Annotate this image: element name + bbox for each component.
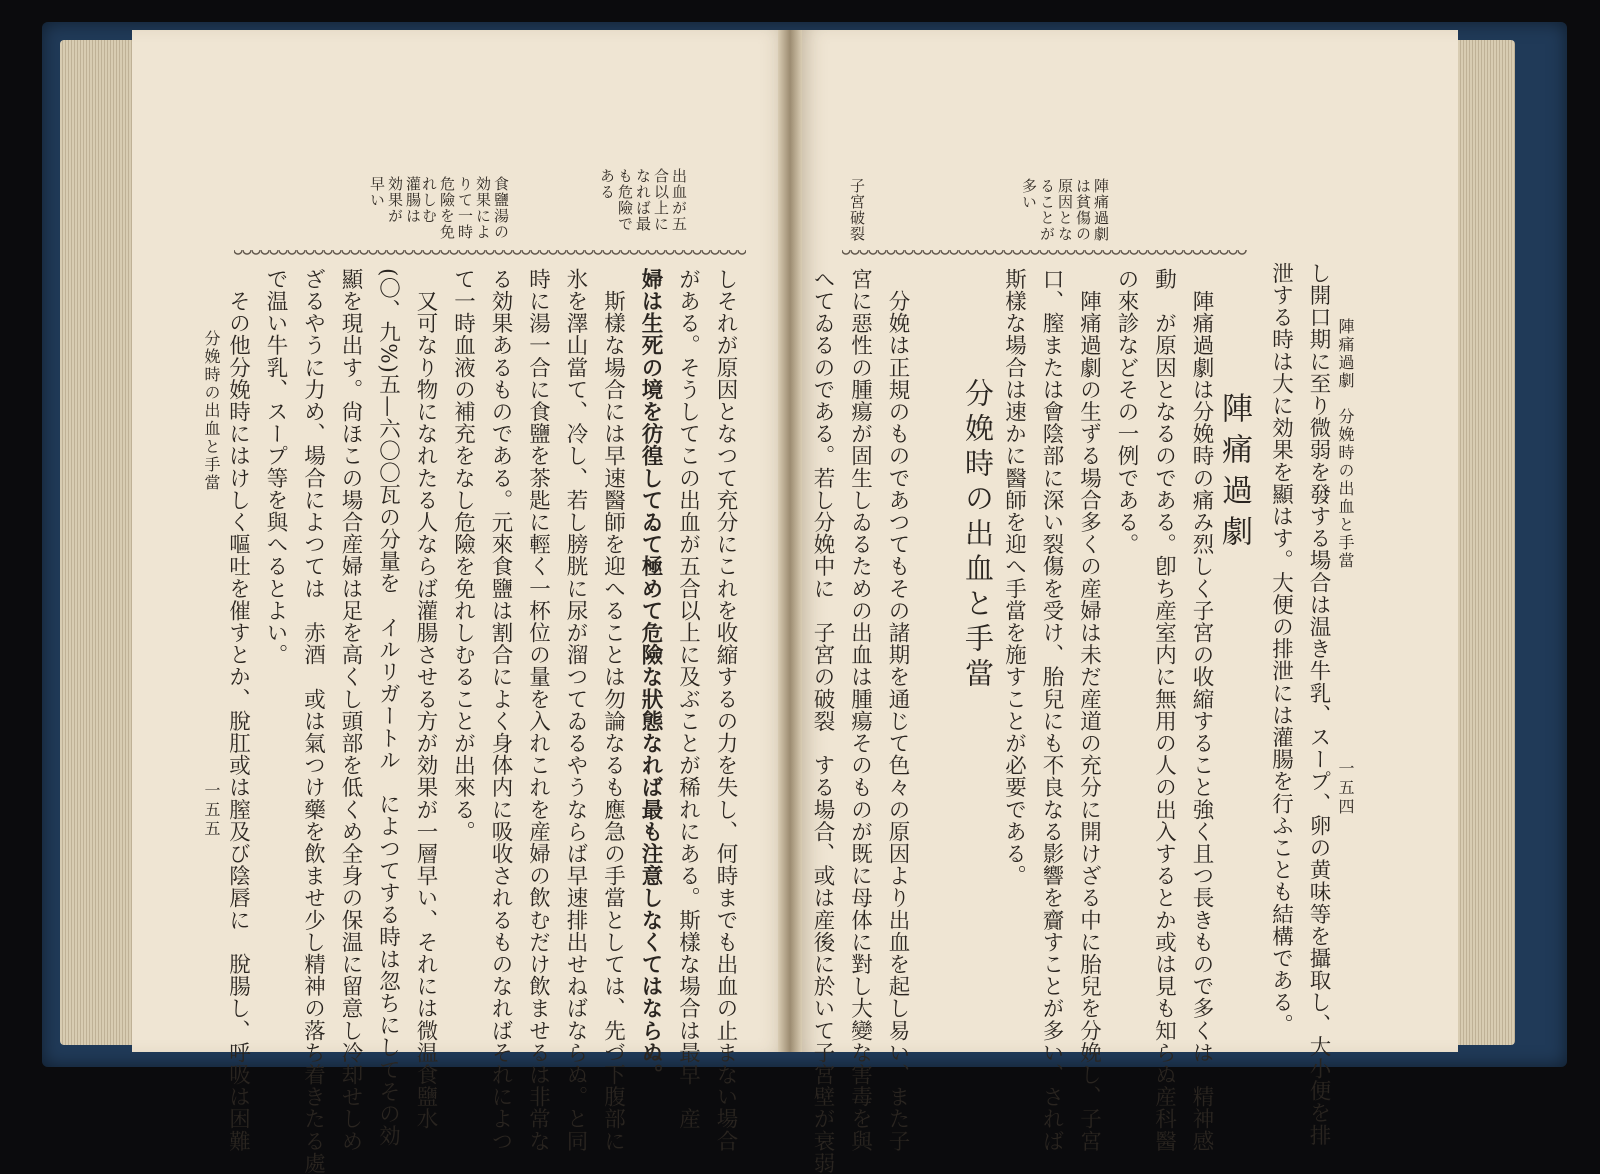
section-heading-bleeding: 分娩時の出血と手當 bbox=[961, 378, 995, 693]
body-line: 宮に惡性の腫瘍が固生しゐるための出血は腫瘍そのものが既に母体に對し大變な害毒を與 bbox=[847, 268, 873, 1152]
right-running-header: 陣痛過劇 分娩時の出血と手當 bbox=[1336, 318, 1355, 570]
body-line: がある。そうしてこの出血が五合以上に及ぶことが稀れにある。斯樣な場合は最早 産 bbox=[675, 268, 701, 1130]
right-note-1: 陣痛過劇は貧傷の原因となることが多い bbox=[1020, 178, 1110, 242]
left-note-1: 出血が五合以上になれば最も危險である bbox=[598, 168, 688, 232]
book-gutter bbox=[778, 30, 802, 1052]
left-page-number: 一五五 bbox=[202, 782, 221, 839]
right-note-2: 子宮破裂 bbox=[848, 178, 866, 242]
right-body-bottom bbox=[804, 268, 917, 1174]
body-line: 分娩は正規のものであつてもその諸期を通じて色々の原因より出血を起し易い、また子 bbox=[885, 268, 910, 1152]
left-note-divider bbox=[234, 250, 746, 258]
body-line: 泄する時は大に効果を顯はす。大便の排泄には灌腸を行ふことも結構である。 bbox=[1268, 262, 1294, 1036]
right-body-top bbox=[1262, 262, 1337, 1146]
body-line: の來診などその一例である。 bbox=[1114, 268, 1139, 556]
body-line: 口、膣または會陰部に深い裂傷を受け、胎兒にも不良なる影響を齎すことが多い、されば bbox=[1039, 268, 1064, 1152]
body-line: 陣痛過劇は分娩時の痛み烈しく子宮の收縮すること強く且つ長きもので多くは 精神感 bbox=[1189, 268, 1214, 1152]
body-line: 動 が原因となるのである。卽ち産室内に無用の人の出入するとか或は見も知らぬ産科醫 bbox=[1151, 268, 1177, 1152]
body-line: し開口期に至り微弱を發する場合は温き牛乳、スープ、卵の黄味等を攝取し、大小便を排 bbox=[1306, 262, 1331, 1146]
body-line: 婦は生死の境を彷徨してゐて極めて危險な狀態なれば最も注意しなくてはならぬ。 bbox=[638, 268, 663, 1086]
body-line: 又可なり物になれたる人ならば灌腸させる方が効果が一層早い、それには微温食鹽水 bbox=[413, 268, 438, 1130]
body-line: へてゐるのである。若し分娩中に 子宮の破裂 する場合、或は産後に於いて子宮壁が衰弱 bbox=[810, 268, 835, 1174]
body-line: 顯を現出す。尙ほこの場合産婦は足を高くし頭部を低くめ全身の保温に留意し冷却せしめ bbox=[338, 268, 363, 1152]
right-body-middle bbox=[995, 268, 1220, 1152]
body-line: その他分娩時にはけしく嘔吐を催すとか、脫肛或は膣及び陰唇に 脫腸し、呼吸は困難 bbox=[225, 268, 251, 1152]
left-running-header: 分娩時の出血と手當 bbox=[202, 330, 221, 492]
body-line: て一時血液の補充をなし危險を免れしむることが出來る。 bbox=[450, 268, 476, 843]
body-line: 陣痛過劇の生ずる場合多くの産婦は未だ産道の充分に開けざる中に胎兒を分娩し、子宮 bbox=[1076, 268, 1102, 1152]
body-line: ざるやうに力め、場合によつては 赤酒 或は氣つけ藥を飲ませ少し精神の落ち着きたる處 bbox=[300, 268, 326, 1174]
right-note-divider bbox=[842, 250, 1247, 258]
body-line: 氷を澤山當て、冷し、若し膀胱に尿が溜つてゐるやうならば早速排出せねばならぬ。と同 bbox=[563, 268, 588, 1152]
body-line: 時に湯一合に食鹽を茶匙に輕く一杯位の量を入れこれを産婦の飲むだけ飲ませるは非常な bbox=[525, 268, 551, 1152]
left-body-text bbox=[219, 268, 744, 1174]
body-line: 斯樣な場合には早速醫師を迎へることは勿論なるも應急の手當としては、先づ下腹部に bbox=[600, 268, 626, 1152]
body-line: る効果あるものである。元來食鹽は割合によく身体内に吸收されるものなればそれによつ bbox=[488, 268, 513, 1152]
left-page-edges bbox=[60, 40, 138, 1045]
body-line: (〇、九%)五—六〇〇瓦の分量を イルリガートル によつてする時は忽ちにしてその効 bbox=[375, 268, 401, 1147]
left-note-3: 灌腸は効果が早い bbox=[368, 176, 422, 224]
body-line: 斯樣な場合は速かに醫師を迎へ手當を施すことが必要である。 bbox=[1001, 268, 1027, 887]
section-heading-labor-pain: 陣痛過劇 bbox=[1216, 392, 1252, 556]
right-page-number: 一五四 bbox=[1336, 760, 1355, 817]
left-note-2: 食鹽湯の効果によりて一時危險を免れしむ bbox=[420, 176, 510, 240]
body-line: しそれが原因となつて充分にこれを收縮するの力を失し、何時までも出血の止まない場合 bbox=[713, 268, 738, 1152]
body-line: で温い牛乳、スープ等を與へるとよい。 bbox=[263, 268, 288, 666]
